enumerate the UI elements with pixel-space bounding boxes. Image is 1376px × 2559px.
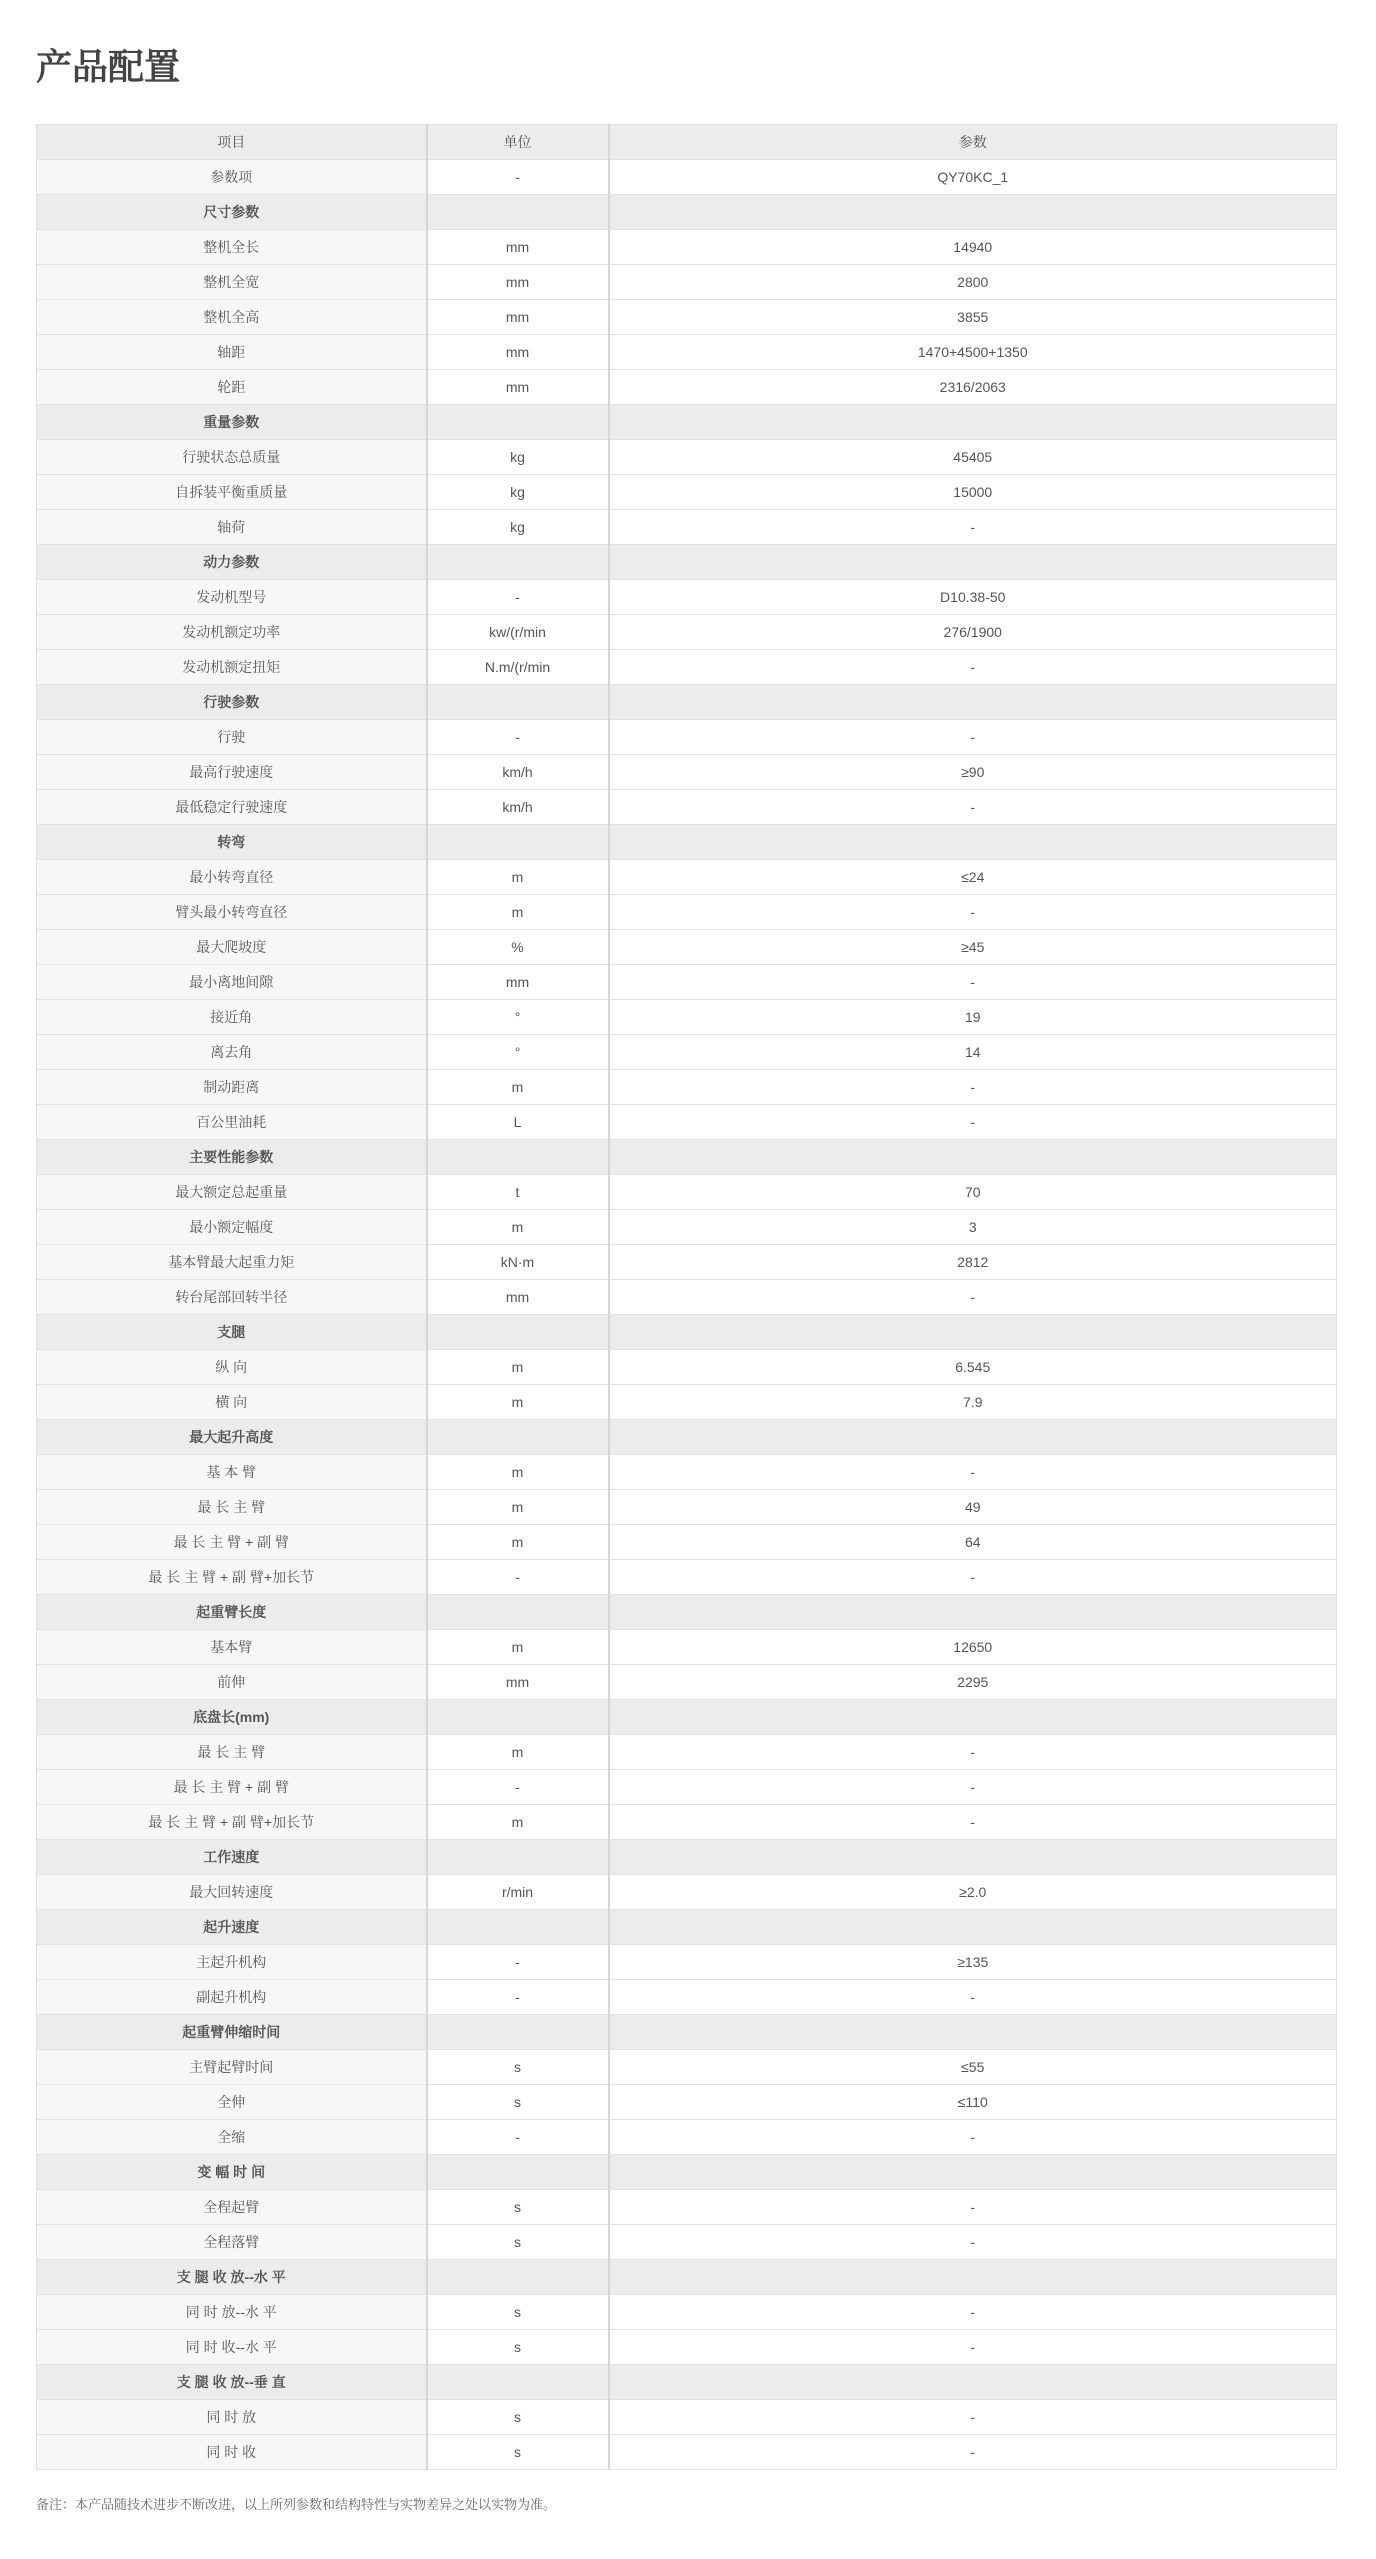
unit-cell: s	[427, 2225, 609, 2260]
item-cell: 最小转弯直径	[37, 860, 427, 895]
value-cell	[609, 1315, 1337, 1350]
unit-cell	[427, 1420, 609, 1455]
unit-cell	[427, 2155, 609, 2190]
unit-cell: m	[427, 1385, 609, 1420]
item-cell: 臂头最小转弯直径	[37, 895, 427, 930]
table-row	[37, 230, 1337, 265]
unit-cell	[427, 1840, 609, 1875]
unit-cell	[427, 825, 609, 860]
table-row	[37, 370, 1337, 405]
table-row	[37, 1945, 1337, 1980]
unit-cell	[427, 1315, 609, 1350]
item-cell: 行驶	[37, 720, 427, 755]
value-cell: -	[609, 2190, 1337, 2225]
item-cell: 最 长 主 臂 + 副 臂	[37, 1525, 427, 1560]
footnote: 备注：本产品随技术进步不断改进，以上所列参数和结构特性与实物差异之处以实物为准。	[36, 2497, 557, 2512]
value-cell: -	[609, 2295, 1337, 2330]
table-row	[37, 790, 1337, 825]
table-row	[37, 2225, 1337, 2260]
item-cell: 纵 向	[37, 1350, 427, 1385]
value-cell	[609, 1140, 1337, 1175]
section-row	[37, 2260, 1337, 2295]
unit-cell: mm	[427, 1280, 609, 1315]
unit-cell: mm	[427, 965, 609, 1000]
value-cell: -	[609, 510, 1337, 545]
value-cell	[609, 2155, 1337, 2190]
unit-cell: mm	[427, 370, 609, 405]
value-cell: -	[609, 1280, 1337, 1315]
table-row	[37, 755, 1337, 790]
section-row	[37, 1910, 1337, 1945]
item-cell: 同 时 放--水 平	[37, 2295, 427, 2330]
item-cell: 行驶状态总质量	[37, 440, 427, 475]
unit-cell	[427, 2260, 609, 2295]
spec-table	[36, 124, 1337, 2470]
section-row	[37, 1420, 1337, 1455]
item-cell: 基本臂	[37, 1630, 427, 1665]
unit-cell: s	[427, 2085, 609, 2120]
value-cell: QY70KC_1	[609, 160, 1337, 195]
section-row	[37, 1840, 1337, 1875]
item-cell: 自拆装平衡重质量	[37, 475, 427, 510]
unit-cell: m	[427, 895, 609, 930]
item-cell: 变 幅 时 间	[37, 2155, 427, 2190]
value-cell: 14	[609, 1035, 1337, 1070]
table-row	[37, 1385, 1337, 1420]
item-cell: 底盘长(mm)	[37, 1700, 427, 1735]
unit-cell: L	[427, 1105, 609, 1140]
value-cell: 2316/2063	[609, 370, 1337, 405]
table-row	[37, 1735, 1337, 1770]
item-cell: 转台尾部回转半径	[37, 1280, 427, 1315]
value-cell	[609, 2260, 1337, 2295]
item-cell: 行驶参数	[37, 685, 427, 720]
value-cell: -	[609, 1105, 1337, 1140]
unit-cell: m	[427, 1805, 609, 1840]
value-cell: 12650	[609, 1630, 1337, 1665]
value-cell: -	[609, 1980, 1337, 2015]
table-row	[37, 1980, 1337, 2015]
item-cell: 基本臂最大起重力矩	[37, 1245, 427, 1280]
item-cell: 接近角	[37, 1000, 427, 1035]
unit-cell: °	[427, 1000, 609, 1035]
value-cell: -	[609, 1770, 1337, 1805]
value-cell: -	[609, 965, 1337, 1000]
value-cell	[609, 1840, 1337, 1875]
table-row	[37, 2330, 1337, 2365]
unit-cell: -	[427, 1560, 609, 1595]
table-row	[37, 895, 1337, 930]
item-cell: 同 时 收	[37, 2435, 427, 2470]
unit-cell	[427, 1140, 609, 1175]
value-cell	[609, 1910, 1337, 1945]
value-cell: ≥90	[609, 755, 1337, 790]
table-row	[37, 2400, 1337, 2435]
item-cell: 起重臂伸缩时间	[37, 2015, 427, 2050]
value-cell: ≥45	[609, 930, 1337, 965]
item-cell: 最小离地间隙	[37, 965, 427, 1000]
unit-cell: s	[427, 2295, 609, 2330]
value-cell: ≤110	[609, 2085, 1337, 2120]
section-row	[37, 1140, 1337, 1175]
value-cell: -	[609, 790, 1337, 825]
value-cell	[609, 195, 1337, 230]
table-row	[37, 335, 1337, 370]
item-cell: 轴距	[37, 335, 427, 370]
value-cell	[609, 1595, 1337, 1630]
unit-cell	[427, 2365, 609, 2400]
table-row	[37, 160, 1337, 195]
unit-cell: m	[427, 1210, 609, 1245]
unit-cell	[427, 2015, 609, 2050]
item-cell: 最 长 主 臂 + 副 臂+加长节	[37, 1805, 427, 1840]
table-row	[37, 615, 1337, 650]
value-cell: 70	[609, 1175, 1337, 1210]
unit-cell	[427, 545, 609, 580]
value-cell: 2800	[609, 265, 1337, 300]
unit-cell: s	[427, 2330, 609, 2365]
item-cell: 发动机额定扭矩	[37, 650, 427, 685]
value-cell: -	[609, 1560, 1337, 1595]
value-cell: -	[609, 2400, 1337, 2435]
section-row	[37, 545, 1337, 580]
unit-cell: mm	[427, 1665, 609, 1700]
unit-cell	[427, 405, 609, 440]
section-row	[37, 685, 1337, 720]
table-row	[37, 965, 1337, 1000]
unit-cell: -	[427, 720, 609, 755]
item-cell: 最大回转速度	[37, 1875, 427, 1910]
value-cell: -	[609, 2225, 1337, 2260]
table-row	[37, 1035, 1337, 1070]
item-cell: 支 腿 收 放--垂 直	[37, 2365, 427, 2400]
table-row	[37, 2190, 1337, 2225]
table-row	[37, 1280, 1337, 1315]
item-cell: 重量参数	[37, 405, 427, 440]
table-row	[37, 510, 1337, 545]
table-row	[37, 1875, 1337, 1910]
value-cell: -	[609, 1735, 1337, 1770]
item-cell: 工作速度	[37, 1840, 427, 1875]
unit-cell: km/h	[427, 755, 609, 790]
item-cell: 横 向	[37, 1385, 427, 1420]
unit-cell: -	[427, 580, 609, 615]
value-cell: 49	[609, 1490, 1337, 1525]
unit-cell: %	[427, 930, 609, 965]
value-cell	[609, 1420, 1337, 1455]
table-row	[37, 1105, 1337, 1140]
item-cell: 同 时 收--水 平	[37, 2330, 427, 2365]
item-cell: 最 长 主 臂	[37, 1490, 427, 1525]
item-cell: 动力参数	[37, 545, 427, 580]
unit-cell: mm	[427, 300, 609, 335]
unit-cell: kw/(r/min	[427, 615, 609, 650]
item-cell: 轴荷	[37, 510, 427, 545]
unit-cell: m	[427, 860, 609, 895]
table-row	[37, 930, 1337, 965]
value-cell	[609, 545, 1337, 580]
item-cell: 主臂起臂时间	[37, 2050, 427, 2085]
item-cell: 制动距离	[37, 1070, 427, 1105]
table-row	[37, 440, 1337, 475]
unit-cell: m	[427, 1070, 609, 1105]
value-cell: 1470+4500+1350	[609, 335, 1337, 370]
unit-cell	[427, 195, 609, 230]
item-cell: 起升速度	[37, 1910, 427, 1945]
value-cell: 3	[609, 1210, 1337, 1245]
value-cell: -	[609, 2435, 1337, 2470]
value-cell: 276/1900	[609, 615, 1337, 650]
table-row	[37, 1665, 1337, 1700]
unit-cell: -	[427, 2120, 609, 2155]
unit-cell	[427, 1595, 609, 1630]
table-row	[37, 2435, 1337, 2470]
unit-cell: kg	[427, 475, 609, 510]
value-cell: 6.545	[609, 1350, 1337, 1385]
unit-cell: m	[427, 1630, 609, 1665]
unit-cell: s	[427, 2050, 609, 2085]
table-row	[37, 580, 1337, 615]
value-cell: ≥135	[609, 1945, 1337, 1980]
table-row	[37, 860, 1337, 895]
page-title: 产品配置	[36, 47, 181, 88]
value-cell: -	[609, 1070, 1337, 1105]
item-cell: 全程落臂	[37, 2225, 427, 2260]
table-header-row	[37, 125, 1337, 160]
unit-cell: -	[427, 160, 609, 195]
value-cell: 2812	[609, 1245, 1337, 1280]
section-row	[37, 1315, 1337, 1350]
spec-table-body	[37, 160, 1337, 2470]
table-row	[37, 265, 1337, 300]
item-cell: 最 长 主 臂	[37, 1735, 427, 1770]
table-row	[37, 1350, 1337, 1385]
unit-cell: kN·m	[427, 1245, 609, 1280]
unit-cell: -	[427, 1770, 609, 1805]
item-cell: 最大爬坡度	[37, 930, 427, 965]
unit-cell: kg	[427, 440, 609, 475]
section-row	[37, 1595, 1337, 1630]
item-cell: 最小额定幅度	[37, 1210, 427, 1245]
value-cell: -	[609, 650, 1337, 685]
unit-cell: s	[427, 2190, 609, 2225]
value-cell	[609, 1700, 1337, 1735]
unit-cell: r/min	[427, 1875, 609, 1910]
unit-cell: m	[427, 1735, 609, 1770]
item-cell: 最 长 主 臂 + 副 臂+加长节	[37, 1560, 427, 1595]
item-cell: 主要性能参数	[37, 1140, 427, 1175]
item-cell: 最大额定总起重量	[37, 1175, 427, 1210]
item-cell: 基 本 臂	[37, 1455, 427, 1490]
value-cell	[609, 685, 1337, 720]
value-cell: -	[609, 1805, 1337, 1840]
table-row	[37, 1210, 1337, 1245]
table-row	[37, 1525, 1337, 1560]
table-row	[37, 2050, 1337, 2085]
table-row	[37, 650, 1337, 685]
table-row	[37, 1455, 1337, 1490]
unit-cell: t	[427, 1175, 609, 1210]
unit-cell: -	[427, 1945, 609, 1980]
table-row	[37, 720, 1337, 755]
section-row	[37, 2155, 1337, 2190]
value-cell: 14940	[609, 230, 1337, 265]
table-row	[37, 1175, 1337, 1210]
item-cell: 支 腿 收 放--水 平	[37, 2260, 427, 2295]
item-cell: 同 时 放	[37, 2400, 427, 2435]
unit-cell: s	[427, 2435, 609, 2470]
value-cell: -	[609, 2120, 1337, 2155]
table-row	[37, 1805, 1337, 1840]
item-cell: 转弯	[37, 825, 427, 860]
value-cell: 45405	[609, 440, 1337, 475]
section-row	[37, 2015, 1337, 2050]
header-unit: 单位	[427, 125, 609, 160]
value-cell	[609, 2015, 1337, 2050]
unit-cell: m	[427, 1490, 609, 1525]
item-cell: 离去角	[37, 1035, 427, 1070]
item-cell: 参数项	[37, 160, 427, 195]
unit-cell: km/h	[427, 790, 609, 825]
value-cell	[609, 2365, 1337, 2400]
table-row	[37, 2085, 1337, 2120]
table-row	[37, 300, 1337, 335]
unit-cell: mm	[427, 335, 609, 370]
value-cell: -	[609, 1455, 1337, 1490]
table-row	[37, 1560, 1337, 1595]
value-cell: 3855	[609, 300, 1337, 335]
section-row	[37, 195, 1337, 230]
unit-cell: m	[427, 1525, 609, 1560]
item-cell: 最 长 主 臂 + 副 臂	[37, 1770, 427, 1805]
table-row	[37, 1770, 1337, 1805]
value-cell: 2295	[609, 1665, 1337, 1700]
item-cell: 整机全高	[37, 300, 427, 335]
unit-cell: -	[427, 1980, 609, 2015]
item-cell: 全缩	[37, 2120, 427, 2155]
table-row	[37, 475, 1337, 510]
section-row	[37, 1700, 1337, 1735]
unit-cell: kg	[427, 510, 609, 545]
value-cell: ≤24	[609, 860, 1337, 895]
item-cell: 轮距	[37, 370, 427, 405]
unit-cell: N.m/(r/min	[427, 650, 609, 685]
value-cell: -	[609, 2330, 1337, 2365]
item-cell: 全伸	[37, 2085, 427, 2120]
unit-cell: mm	[427, 265, 609, 300]
item-cell: 最大起升高度	[37, 1420, 427, 1455]
table-row	[37, 2120, 1337, 2155]
item-cell: 副起升机构	[37, 1980, 427, 2015]
table-row	[37, 1070, 1337, 1105]
value-cell: ≤55	[609, 2050, 1337, 2085]
unit-cell: mm	[427, 230, 609, 265]
item-cell: 起重臂长度	[37, 1595, 427, 1630]
item-cell: 主起升机构	[37, 1945, 427, 1980]
item-cell: 最低稳定行驶速度	[37, 790, 427, 825]
item-cell: 尺寸参数	[37, 195, 427, 230]
item-cell: 整机全长	[37, 230, 427, 265]
item-cell: 最高行驶速度	[37, 755, 427, 790]
section-row	[37, 405, 1337, 440]
table-row	[37, 1245, 1337, 1280]
unit-cell: m	[427, 1350, 609, 1385]
item-cell: 前伸	[37, 1665, 427, 1700]
value-cell: ≥2.0	[609, 1875, 1337, 1910]
unit-cell	[427, 1700, 609, 1735]
item-cell: 支腿	[37, 1315, 427, 1350]
value-cell	[609, 405, 1337, 440]
table-row	[37, 1000, 1337, 1035]
value-cell: 7.9	[609, 1385, 1337, 1420]
value-cell: -	[609, 720, 1337, 755]
value-cell: 64	[609, 1525, 1337, 1560]
item-cell: 整机全宽	[37, 265, 427, 300]
item-cell: 百公里油耗	[37, 1105, 427, 1140]
unit-cell	[427, 685, 609, 720]
item-cell: 发动机额定功率	[37, 615, 427, 650]
value-cell	[609, 825, 1337, 860]
value-cell: -	[609, 895, 1337, 930]
item-cell: 发动机型号	[37, 580, 427, 615]
value-cell: 15000	[609, 475, 1337, 510]
table-row	[37, 1630, 1337, 1665]
header-item: 项目	[37, 125, 427, 160]
unit-cell: s	[427, 2400, 609, 2435]
unit-cell: °	[427, 1035, 609, 1070]
value-cell: 19	[609, 1000, 1337, 1035]
value-cell: D10.38-50	[609, 580, 1337, 615]
unit-cell	[427, 1910, 609, 1945]
table-row	[37, 1490, 1337, 1525]
unit-cell: m	[427, 1455, 609, 1490]
section-row	[37, 2365, 1337, 2400]
table-row	[37, 2295, 1337, 2330]
header-value: 参数	[609, 125, 1337, 160]
section-row	[37, 825, 1337, 860]
item-cell: 全程起臂	[37, 2190, 427, 2225]
